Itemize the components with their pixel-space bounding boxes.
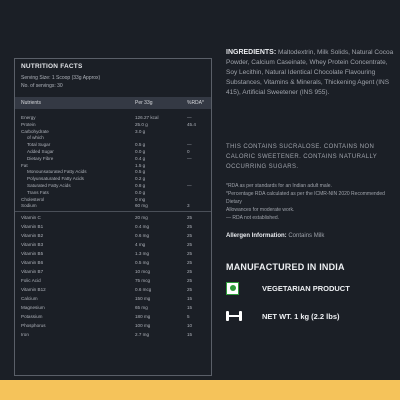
table-row bbox=[15, 260, 211, 267]
servings-count: No. of servings: 30 bbox=[21, 83, 63, 89]
table-row bbox=[15, 233, 211, 240]
nutrient-name: Vitamin B7 bbox=[21, 269, 44, 274]
table-row bbox=[15, 278, 211, 285]
nutrient-rda: 25 bbox=[187, 215, 193, 220]
nutrient-value: 20 mg bbox=[135, 215, 148, 220]
note-line: Allowances for moderate work. bbox=[226, 207, 295, 213]
nutrient-value: 0.5 g bbox=[135, 142, 146, 148]
nutrient-value: 0.5 g bbox=[135, 169, 146, 175]
nutrient-name: Vitamin B12 bbox=[21, 287, 46, 292]
nutrient-name: Monounsaturated Fatty Acids bbox=[27, 169, 87, 175]
nutrient-rda: 15 bbox=[187, 332, 193, 337]
nutrient-rda: 25 bbox=[187, 287, 193, 292]
table-row bbox=[15, 332, 211, 339]
nutrient-name: Vitamin B1 bbox=[21, 224, 44, 229]
nutrient-rda: 25 bbox=[187, 260, 193, 265]
nutrient-name: Vitamin B3 bbox=[21, 242, 44, 247]
nutrient-name: Added Sugar bbox=[27, 149, 54, 154]
nutrient-name: Cholesterol bbox=[21, 196, 45, 202]
nutrient-value: 0.4 g bbox=[135, 155, 146, 161]
nutrient-name: Vitamin B2 bbox=[21, 233, 44, 238]
nutrient-value: 0.2 g bbox=[135, 176, 146, 182]
net-weight-label: NET WT. 1 kg (2.2 lbs) bbox=[262, 311, 340, 321]
sweetener-claim: THIS CONTAINS SUCRALOSE. CONTAINS NON CALORIC SWEETENER. CONTAINS NATURALLY OCCURRING SUGARS. bbox=[226, 144, 378, 170]
nutrient-name: Total Sugar bbox=[27, 142, 51, 148]
nutrient-value: 10 mcg bbox=[135, 269, 151, 274]
nutrient-value: 0 mg bbox=[135, 196, 146, 202]
nutrient-value: 180 mg bbox=[135, 314, 151, 319]
veg-badge bbox=[226, 278, 350, 298]
nutrient-name: Folic Acid bbox=[21, 278, 41, 283]
nutrient-value: 0.4 mg bbox=[135, 224, 150, 229]
nutrient-name: Dietary Fibre bbox=[27, 155, 54, 161]
nutrient-name: Magnesium bbox=[21, 305, 45, 310]
allergen-value: Contains Milk bbox=[288, 233, 325, 239]
nutrient-rda: 10 bbox=[187, 323, 193, 328]
nutrient-name: Protein bbox=[21, 121, 36, 127]
nutrient-name: Carbohydrate bbox=[21, 128, 49, 134]
nutrient-value: 0.0 g bbox=[135, 149, 146, 154]
table-row bbox=[15, 305, 211, 312]
nutrient-value: 0.8 g bbox=[135, 183, 146, 188]
nutrient-value: 25.0 g bbox=[135, 121, 148, 127]
nutrient-value: 2.7 mg bbox=[135, 332, 150, 337]
dumbbell-icon bbox=[226, 311, 242, 321]
ingredients-block bbox=[226, 48, 396, 98]
nutrient-rda: 25 bbox=[187, 251, 193, 256]
nutrient-rda: 3 bbox=[187, 203, 190, 209]
table-row bbox=[15, 287, 211, 294]
nutrient-name: Phosphorus bbox=[21, 323, 46, 328]
ingredients-text: Maltodextrin, Milk Solids, Natural Cocoa Powder, Calcium Caseinate, Whey Protein Concentrate, Soy Lecithin, Natural Identical Chocolate Flavouring Substances, Vitamins & Minerals, Thickening Agent (INS 415), Artificial Sweetener (INS 955). bbox=[226, 49, 394, 96]
nutrient-value: 126.27 kcal bbox=[135, 115, 159, 120]
nutrient-rda: 15 bbox=[187, 296, 193, 301]
note-line: — RDA not established. bbox=[226, 215, 280, 221]
nutrient-rda: 45.4 bbox=[187, 121, 196, 127]
table-row bbox=[15, 224, 211, 231]
table-row bbox=[15, 314, 211, 321]
note-line: *Percentage RDA calculated as per the ICMR-NIN 2020 Recommended Dietary bbox=[226, 191, 385, 205]
nutrient-value: 0.6 mg bbox=[135, 233, 150, 238]
serving-size: Serving Size: 1 Scoop (33g Approx) bbox=[21, 75, 101, 81]
allergen-label: Allergen Information: bbox=[226, 233, 287, 239]
allergen-info bbox=[226, 233, 396, 239]
nutrient-rda: 25 bbox=[187, 242, 193, 247]
nutrient-name: Trans Fats bbox=[27, 189, 49, 195]
table-row bbox=[15, 242, 211, 249]
nutrient-value: 0.5 mg bbox=[135, 260, 150, 265]
table-row bbox=[15, 323, 211, 330]
nutrient-rda: 25 bbox=[187, 224, 193, 229]
nutrient-value: 4 mg bbox=[135, 242, 146, 247]
veg-label: VEGETARIAN PRODUCT bbox=[262, 283, 350, 293]
veg-symbol-icon bbox=[226, 282, 239, 295]
header-per-serving: Per 33g bbox=[135, 100, 153, 106]
header-rda: %RDA* bbox=[187, 100, 204, 106]
footer-band bbox=[0, 380, 400, 400]
nutrient-name: Sodium bbox=[21, 203, 37, 209]
nutrient-rda: 25 bbox=[187, 269, 193, 274]
nutrient-rda: 5 bbox=[187, 314, 190, 319]
nutrient-value: 0.0 g bbox=[135, 189, 146, 195]
nutrient-name: Vitamin B6 bbox=[21, 260, 44, 265]
table-row bbox=[15, 269, 211, 276]
ingredients-heading: INGREDIENTS: bbox=[226, 49, 277, 56]
nutrient-name: Vitamin C bbox=[21, 215, 41, 220]
net-weight-badge bbox=[226, 306, 340, 326]
nutrient-rda: — bbox=[187, 155, 192, 161]
nutrient-rda: — bbox=[187, 183, 192, 188]
nutrient-name: Polyunsaturated Fatty Acids bbox=[27, 176, 84, 182]
nutrient-name: Potassium bbox=[21, 314, 43, 319]
nutrient-name: Saturated Fatty Acids bbox=[27, 183, 71, 188]
nutrition-title: NUTRITION FACTS bbox=[21, 63, 83, 70]
nutrient-rda: 25 bbox=[187, 233, 193, 238]
nutrient-name: of which bbox=[27, 135, 44, 141]
table-row bbox=[15, 251, 211, 258]
table-row bbox=[15, 215, 211, 222]
nutrient-rda: 25 bbox=[187, 278, 193, 283]
nutrient-value: 65 mg bbox=[135, 305, 148, 310]
table-row bbox=[15, 203, 211, 210]
nutrient-value: 3.0 g bbox=[135, 128, 146, 134]
nutrient-value: 150 mg bbox=[135, 296, 151, 301]
nutrient-name: Iron bbox=[21, 332, 29, 337]
nutrient-rda: 15 bbox=[187, 305, 193, 310]
nutrient-value: 0.6 mcg bbox=[135, 287, 152, 292]
nutrient-value: 1.5 g bbox=[135, 162, 146, 168]
nutrient-name: Fat bbox=[21, 162, 28, 168]
nutrient-value: 75 mcg bbox=[135, 278, 151, 283]
nutrient-value: 100 mg bbox=[135, 323, 151, 328]
header-nutrients: Nutrients bbox=[21, 100, 42, 106]
nutrition-header-row bbox=[15, 97, 211, 109]
nutrient-name: Energy bbox=[21, 115, 36, 120]
nutrition-facts-panel bbox=[14, 58, 212, 376]
note-line: *RDA as per standards for an Indian adult male. bbox=[226, 183, 332, 189]
nutrient-rda: — bbox=[187, 142, 192, 148]
nutrient-name: Calcium bbox=[21, 296, 38, 301]
nutrient-value: 1.3 mg bbox=[135, 251, 150, 256]
nutrient-rda: 0 bbox=[187, 149, 190, 154]
nutrient-value: 60 mg bbox=[135, 203, 148, 209]
table-row bbox=[15, 296, 211, 303]
rda-notes bbox=[226, 182, 396, 222]
table-divider bbox=[15, 211, 211, 212]
nutrient-name: Vitamin B5 bbox=[21, 251, 44, 256]
manufactured-in-india: MANUFACTURED IN INDIA bbox=[226, 262, 345, 272]
nutrient-rda: — bbox=[187, 115, 192, 120]
